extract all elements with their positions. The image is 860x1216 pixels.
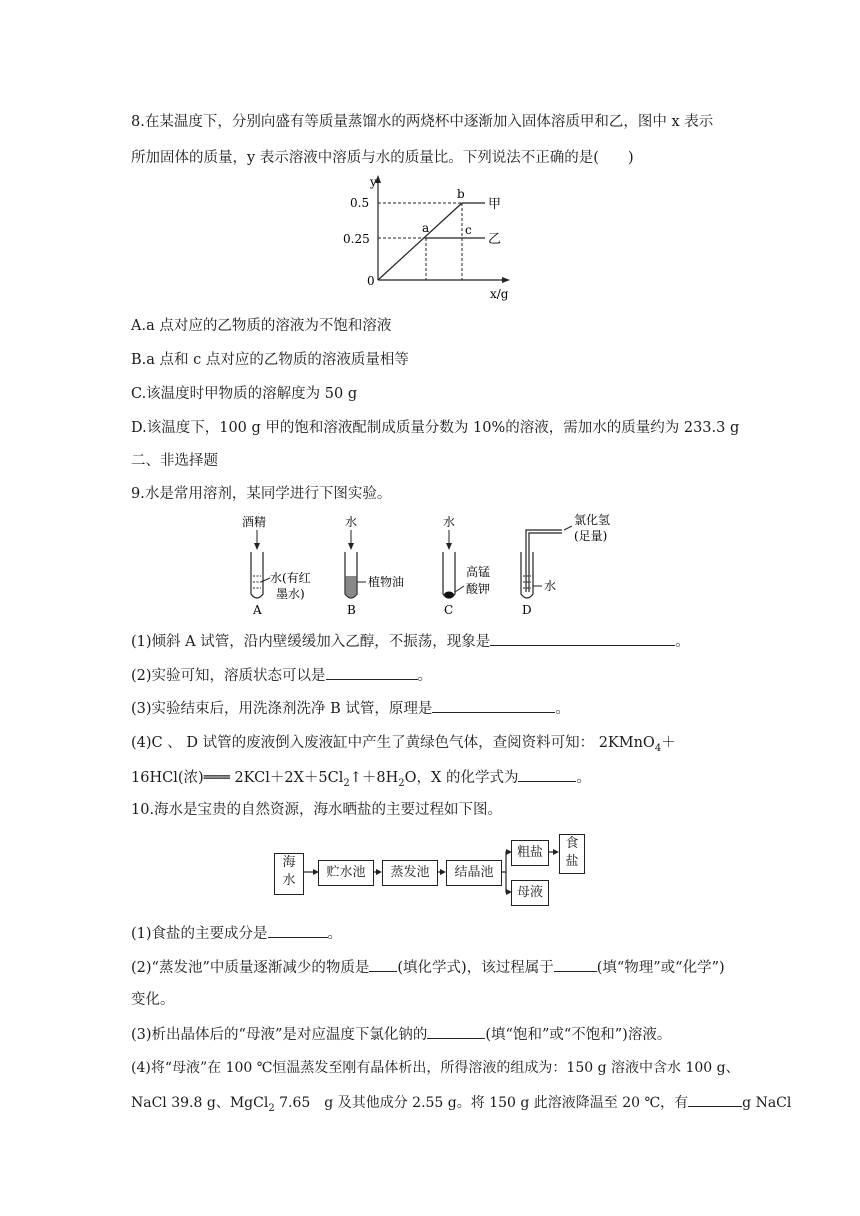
series-jia-label: 甲 (488, 197, 502, 212)
point-b-label: b (457, 187, 465, 201)
q9-sub4-line2: 16HCl(浓)═══ $2KCl+2X+5Cl_2↑+8H_2O$，X 的化学式为 。 (131, 767, 591, 794)
tubeA-top-label: 酒精 (242, 515, 267, 529)
flow-storage-box: 贮水池 (318, 860, 374, 886)
flow-cryst-box: 结晶池 (446, 860, 502, 886)
tubeC-side-label-1: 高锰 (466, 565, 491, 579)
q9-sub2: (2)实验可知，溶质状态可以是 。 (131, 665, 432, 686)
origin-label: 0 (367, 274, 375, 288)
q9-sub1: (1)倾斜 A 试管，沿内壁缓缓加入乙醇，不振荡，现象是 。 (131, 631, 690, 652)
tubeB-side-label: 植物油 (368, 575, 405, 589)
answer-blank-q9-1[interactable] (490, 631, 675, 646)
tubeD-top-label-1: 氯化氢 (574, 513, 611, 527)
q8-option-a: A.a 点对应的乙物质的溶液为不饱和溶液 (131, 318, 392, 334)
tubeC-top-label: 水 (443, 515, 456, 529)
answer-blank-q9-3[interactable] (432, 698, 555, 713)
series-yi-label: 乙 (488, 232, 502, 247)
q8-option-c: C.该温度时甲物质的溶解度为 50 g (131, 386, 358, 402)
tubeC-letter: C (444, 603, 454, 617)
flow-evap-box: 蒸发池 (382, 860, 438, 886)
flow-salt-box: 食盐 (559, 834, 585, 874)
tubeA-side-label-2: 墨水) (276, 587, 305, 601)
q10-sub3: (3)析出晶体后的“母液”是对应温度下氯化钠的 (填“饱和”或“不饱和”)溶液。 (131, 1024, 671, 1045)
q8-stem-line2: 所加固体的质量，y 表示溶液中溶质与水的质量比。下列说法不正确的是( ) (131, 150, 634, 166)
q8-option-d: D.该温度下，100 g 甲的饱和溶液配制成质量分数为 10%的溶液，需加水的质量约为 233.3 g (131, 420, 740, 436)
q8-option-b: B.a 点和 c 点对应的乙物质的溶液质量相等 (131, 352, 409, 368)
point-c-label: c (465, 223, 472, 237)
q9-sub3: (3)实验结束后，用洗涤剂洗净 B 试管，原理是 。 (131, 698, 570, 719)
point-a-label: a (422, 221, 430, 235)
answer-blank-q10-2b[interactable] (554, 957, 597, 972)
x-axis-label: x/g (490, 287, 509, 301)
tubeA-side-label-1: 水(有红 (270, 571, 311, 585)
q9-test-tube-figure (230, 512, 630, 622)
q10-stem: 10.海水是宝贵的自然资源，海水晒盐的主要过程如下图。 (131, 802, 503, 818)
answer-blank-q10-2a[interactable] (369, 957, 397, 972)
answer-blank-q9-4[interactable] (518, 767, 576, 782)
q10-sub4-line1: (4)将“母液”在 100 ℃恒温蒸发至刚有晶体析出，所得溶液的组成为：150 g 溶液中含水 100 g、 (131, 1060, 740, 1076)
q10-sub4-line2: NaCl 39.8 g、MgCl$_2$ 7.65 g 及其他成分 2.55 g。将 150 g 此溶液降温至 20 ℃，有 g NaCl (131, 1092, 791, 1119)
answer-blank-q10-4[interactable] (688, 1092, 742, 1107)
tubeB-top-label: 水 (345, 515, 358, 529)
q9-stem: 9.水是常用溶剂，某同学进行下图实验。 (131, 486, 392, 502)
tubeD-top-label-2: (足量) (574, 529, 608, 543)
answer-blank-q10-3[interactable] (427, 1024, 485, 1039)
q10-sub1: (1)食盐的主要成分是 。 (131, 923, 342, 944)
q9-sub4-line1: (4)C 、 D 试管的废液倒入废液缸中产生了黄绿色气体，查阅资料可知： 2KMnO$_4$＋ (131, 735, 676, 754)
q8-solubility-graph (340, 170, 530, 305)
q10-sub2-line2: 变化。 (131, 992, 175, 1008)
section-heading: 二、非选择题 (131, 453, 218, 469)
tubeA-letter: A (253, 603, 262, 617)
tubeD-letter: D (522, 603, 532, 617)
q8-stem-line1: 8.在某温度下，分别向盛有等质量蒸馏水的两烧杯中逐渐加入固体溶质甲和乙，图中 x 表示 (131, 114, 714, 130)
q10-sub2-line1: (2)“蒸发池”中质量逐渐减少的物质是 (填化学式)，该过程属于 (填“物理”或“化学”) (131, 957, 725, 978)
tubeC-side-label-2: 酸钾 (466, 582, 491, 596)
flow-mother-box: 母液 (511, 880, 549, 906)
tubeD-side-label: 水 (544, 579, 557, 593)
y-tick-025: 0.25 (343, 232, 370, 246)
series-jia-line (378, 203, 462, 280)
y-axis-label: y (370, 175, 377, 189)
flow-seawater-box: 海水 (274, 853, 304, 895)
tubeB-letter: B (347, 603, 356, 617)
answer-blank-q10-1[interactable] (268, 923, 328, 938)
y-tick-05: 0.5 (350, 196, 370, 210)
answer-blank-q9-2[interactable] (326, 665, 418, 680)
flow-crude-box: 粗盐 (511, 840, 549, 866)
